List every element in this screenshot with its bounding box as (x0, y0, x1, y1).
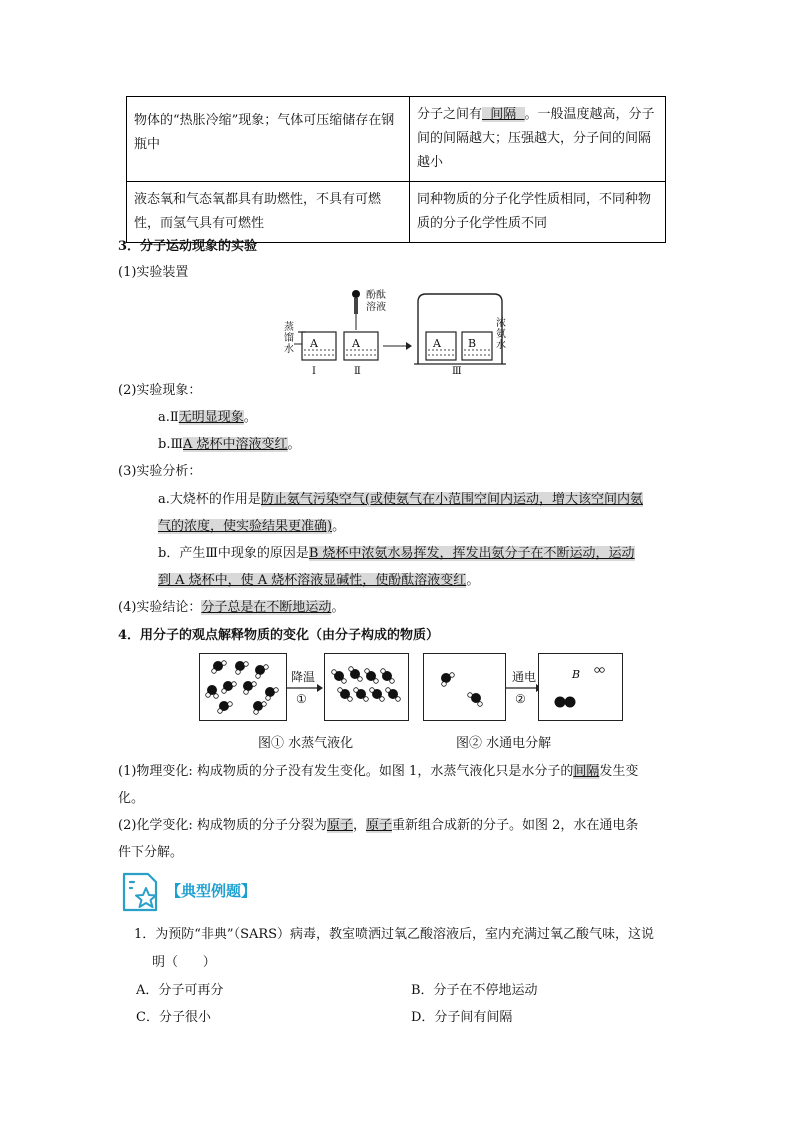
molecule-icon-group (200, 654, 286, 720)
physical-change-line2: 化。 (118, 791, 145, 806)
question-1-line2: 明（ ） (152, 955, 216, 970)
figure-caption: 图② 水通电分解 (456, 736, 552, 751)
molecule-icon-group (424, 654, 505, 720)
table-row (127, 97, 666, 182)
option-c[interactable]: C．分子很小 (136, 1010, 211, 1025)
analysis-a-line2: 气的浓度，使实验结果更准确)。 (158, 519, 346, 534)
beaker-b-label: B (468, 337, 477, 350)
hydrogen-label: B (572, 668, 581, 681)
beaker-a-label: A (352, 337, 360, 350)
section-heading: 4．用分子的观点解释物质的变化（由分子构成的物质） (118, 628, 440, 643)
star-document-icon (118, 870, 162, 914)
table-cell: 分子之间有 间隔 。一般温度越高，分子间的间隔越大；压强越大，分子间的间隔越小 (410, 97, 666, 182)
figure-roman-1: Ⅰ (312, 366, 316, 377)
analysis-b-line1: b．产生Ⅲ中现象的原因是B 烧杯中浓氨水易挥发，挥发出氨分子在不断运动，运动 (158, 546, 635, 561)
products-box (538, 653, 623, 721)
dropper-bulb-icon (352, 290, 360, 298)
molecule-icon-group (539, 654, 622, 720)
section-heading: 3．分子运动现象的实验 (118, 239, 258, 254)
water-vapor-box (199, 653, 287, 721)
section-title: 【典型例题】 (166, 882, 257, 900)
table-cell: 物体的“热胀冷缩”现象；气体可压缩储存在钢瓶中 (127, 97, 410, 182)
apparatus-label: (1)实验装置 (118, 265, 189, 280)
option-d[interactable]: D．分子间有间隔 (411, 1010, 513, 1025)
answer-blank: 间隔 (482, 107, 525, 122)
label-ammonia: 浓氨水 (496, 318, 506, 351)
figure-roman-3: Ⅲ (452, 366, 462, 377)
liquid-water-box (324, 653, 409, 721)
step-number: ② (515, 692, 526, 706)
phenomenon-a: a.Ⅱ无明显现象。 (158, 410, 257, 425)
question-1-line1: 1．为预防“非典”（SARS）病毒，教室喷洒过氧乙酸溶液后，室内充满过氧乙酸气味，这说 (134, 927, 655, 942)
figure-roman-2: Ⅱ (354, 366, 361, 377)
chemical-change-line2: 件下分解。 (118, 845, 184, 860)
option-b[interactable]: B．分子在不停地运动 (411, 983, 538, 998)
phenomenon-b: b.ⅢA 烧杯中溶液变红。 (158, 437, 301, 452)
table-cell: 液态氧和气态氧都具有助燃性，不具有可燃性，而氢气具有可燃性 (127, 182, 410, 243)
physical-change-line1: (1)物理变化: 构成物质的分子没有发生变化。如图 1，水蒸气液化只是水分子的间隔发生变 (118, 764, 639, 779)
phenomena-label: (2)实验现象： (118, 383, 202, 398)
beaker-a-label: A (433, 337, 441, 350)
analysis-a-line1: a.大烧杯的作用是防止氨气污染空气(或使氨气在小范围空间内运动，增大该空间内氨 (158, 492, 643, 507)
arrow-label-cooling: 降温 (291, 670, 316, 684)
water-molecules-box (423, 653, 506, 721)
table-row (127, 182, 666, 243)
beaker-a-label: A (310, 337, 318, 350)
arrow-label-electrolysis: 通电 (512, 670, 537, 684)
label-distilled-water: 蒸馏水 (284, 322, 294, 355)
step-number: ① (296, 692, 307, 706)
label-phenolphthalein: 酚酞溶液 (366, 290, 386, 313)
molecule-icon-group (325, 654, 408, 720)
table-cell: 同种物质的分子化学性质相同，不同种物质的分子化学性质不同 (410, 182, 666, 243)
chemical-change-line1: (2)化学变化: 构成物质的分子分裂为原子，原子重新组合成新的分子。如图 2，水在通电条 (118, 818, 639, 833)
analysis-label: (3)实验分析： (118, 464, 202, 479)
figure-caption: 图① 水蒸气液化 (258, 736, 354, 751)
conclusion: (4)实验结论：分子总是在不断地运动。 (118, 600, 345, 615)
option-a[interactable]: A．分子可再分 (136, 983, 224, 998)
summary-table (126, 96, 666, 243)
analysis-b-line2: 到 A 烧杯中，使 A 烧杯溶液显碱性，使酚酞溶液变红。 (158, 573, 480, 588)
